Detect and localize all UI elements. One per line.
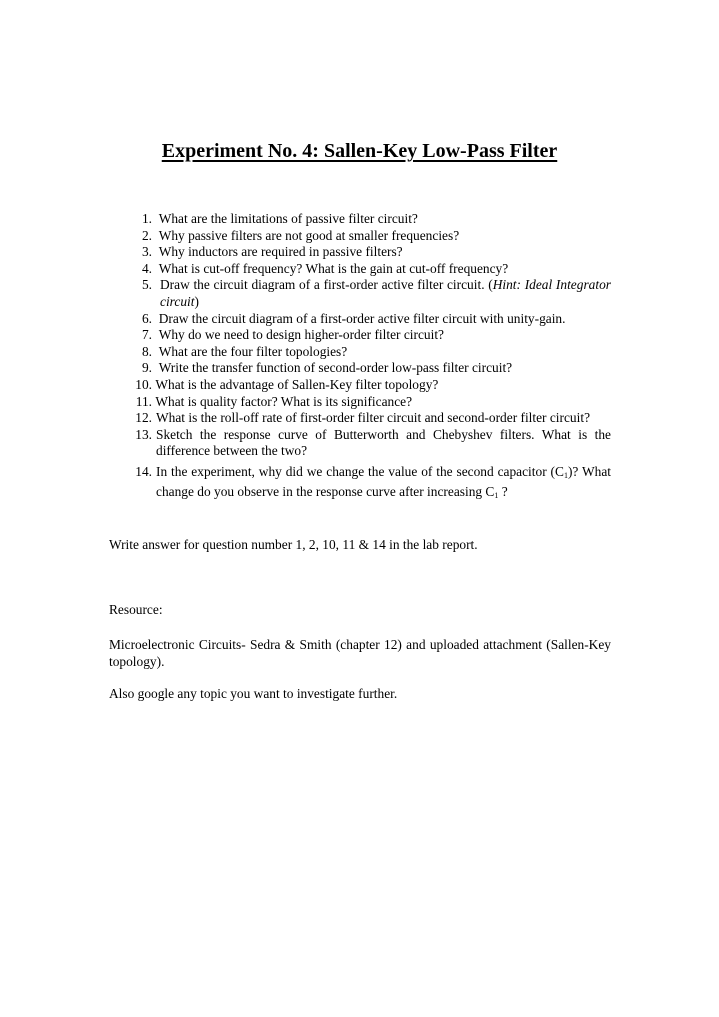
question-text: What is the advantage of Sallen-Key filter topology?	[155, 376, 439, 392]
question-number: 8.	[141, 343, 152, 359]
list-item	[127, 228, 611, 245]
question-text: What is cut-off frequency? What is the gain at cut-off frequency?	[158, 260, 509, 276]
question-number: 13.	[135, 426, 152, 442]
question-text: In the experiment, why did we change the value of the second capacitor $(C_1)$? What change do you observe in the response curve after increasing $C_1$ ?	[156, 463, 611, 500]
page-title: Experiment No. 4: Sallen-Key Low-Pass Filter	[161, 140, 558, 162]
question-number: 11.	[135, 393, 152, 409]
list-item	[127, 394, 611, 411]
list-item	[127, 377, 611, 394]
list-item	[127, 277, 611, 310]
list-item	[127, 327, 611, 344]
question-text: Why passive filters are not good at smaller frequencies?	[158, 227, 460, 243]
question-number: 7.	[141, 327, 152, 343]
question-number: 1.	[141, 211, 152, 226]
list-item	[127, 462, 611, 502]
google-note: Also google any topic you want to investigate further.	[109, 686, 398, 701]
list-item	[127, 410, 611, 427]
list-item	[127, 427, 611, 460]
question-number: 2.	[141, 227, 152, 243]
question-number: 4.	[141, 260, 152, 276]
hint-text: Hint: Ideal Integrator circuit	[160, 277, 611, 309]
question-text: What are the limitations of passive filter circuit?	[158, 211, 418, 226]
question-number: 12.	[135, 410, 152, 426]
question-number: 14.	[135, 463, 152, 479]
list-item	[127, 344, 611, 361]
question-number: 9.	[141, 360, 152, 376]
list-item	[127, 311, 611, 328]
question-text: Why do we need to design higher-order filter circuit?	[158, 327, 444, 343]
resource-heading: Resource:	[109, 602, 163, 617]
subscript: 1	[563, 470, 568, 480]
resource-text: Microelectronic Circuits- Sedra & Smith (chapter 12) and uploaded attachment (Sallen-Key topology).	[109, 637, 611, 669]
list-item	[127, 211, 611, 228]
list-item	[127, 360, 611, 377]
question-text: What are the four filter topologies?	[158, 343, 348, 359]
question-text: Why inductors are required in passive filters?	[158, 244, 403, 260]
list-item	[127, 261, 611, 278]
question-number: 5.	[141, 277, 152, 293]
question-text: Draw the circuit diagram of a first-order active filter circuit with unity-gain.	[158, 310, 566, 326]
list-item	[127, 244, 611, 261]
question-text: Sketch the response curve of Butterworth and Chebyshev filters. What is the difference between the two?	[156, 426, 611, 459]
subscript: 1	[494, 490, 499, 500]
question-text: Draw the circuit diagram of a first-order active filter circuit. (Hint: Ideal Integrator circuit)	[160, 277, 611, 309]
question-number: 3.	[141, 244, 152, 260]
question-text: What is quality factor? What is its significance?	[155, 393, 413, 409]
question-text: What is the roll-off rate of first-order filter circuit and second-order filter circuit?	[156, 410, 591, 426]
question-number: 10.	[135, 376, 152, 392]
question-text: Write the transfer function of second-order low-pass filter circuit?	[158, 360, 513, 376]
question-list	[127, 211, 611, 502]
question-number: 6.	[141, 310, 152, 326]
answer-instruction: Write answer for question number 1, 2, 10, 11 & 14 in the lab report.	[109, 537, 478, 552]
